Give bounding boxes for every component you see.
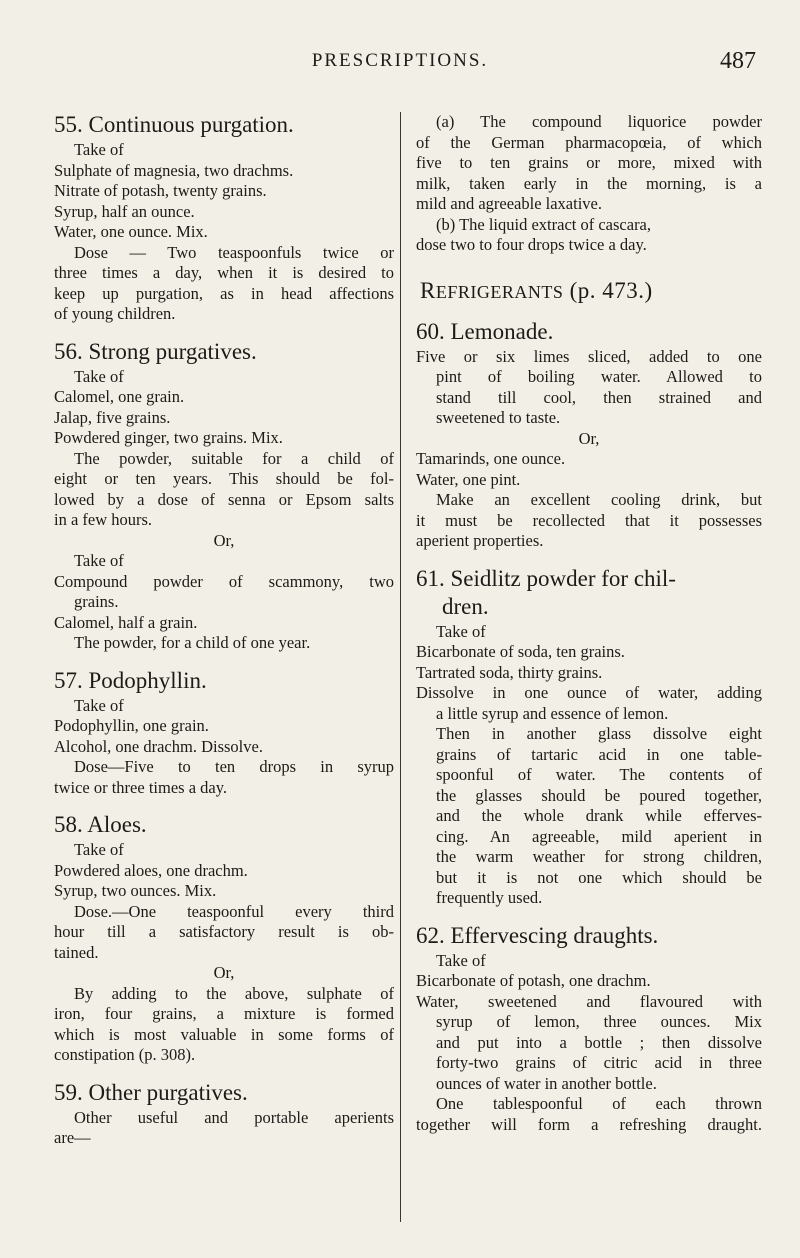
text-line: Jalap, five grains.: [54, 407, 171, 427]
text-line: stand till cool, then strained and: [436, 387, 762, 407]
text-line: Make an excellent cooling drink, but: [436, 490, 762, 509]
text-line: but it is not one which should be: [436, 867, 762, 887]
text-line: syrup of lemon, three ounces. Mix: [436, 1012, 762, 1031]
text-line: grains.: [74, 592, 119, 611]
prescription-59: [54, 1080, 394, 1149]
text-line: Calomel, one grain.: [54, 387, 185, 406]
text-line: Water, one ounce. Mix.: [54, 222, 208, 241]
text-line: in a few hours.: [54, 510, 153, 529]
text-line: Bicarbonate of potash, one drachm.: [416, 971, 651, 990]
text-line: Nitrate of potash, twenty grains.: [54, 181, 267, 200]
text-line: iron, four grains, a mixture is formed: [54, 1004, 394, 1023]
text-line: Take of: [436, 950, 486, 970]
text-line: which is most valuable in some forms of: [54, 1024, 394, 1044]
text-line: Or,: [213, 530, 235, 550]
text-line: Tartrated soda, thirty grains.: [416, 662, 603, 682]
section-heading: 55. Continuous purgation.: [54, 112, 294, 137]
text-line: The powder, suitable for a child of: [74, 448, 394, 468]
text-line: hour till a satisfactory result is ob-: [54, 922, 394, 941]
text-line: mild and agreeable laxative.: [416, 194, 602, 213]
text-line: Sulphate of magnesia, two drachms.: [54, 160, 294, 180]
prescription-57: [54, 668, 394, 799]
text-line: Five or six limes sliced, added to one: [416, 346, 762, 366]
text-line: Take of: [74, 551, 124, 570]
prescription-62: [416, 923, 762, 1136]
text-line: are—: [54, 1128, 91, 1147]
text-line: cing. An agreeable, mild aperient in: [436, 826, 762, 846]
text-line: pint of boiling water. Allowed to: [436, 367, 762, 386]
text-line: ounces of water in another bottle.: [436, 1073, 657, 1093]
text-line: Or,: [578, 428, 600, 448]
section-heading: 57. Podophyllin.: [54, 667, 207, 693]
text-line: it must be recollected that it possesses: [416, 510, 762, 530]
section-heading: 58. Aloes.: [54, 812, 147, 837]
prescription-56: [54, 339, 394, 654]
text-line: a little syrup and essence of lemon.: [436, 703, 669, 723]
text-line: tained.: [54, 942, 99, 962]
text-line: forty-two grains of citric acid in three: [436, 1053, 762, 1072]
text-line: Bicarbonate of soda, ten grains.: [416, 642, 625, 661]
page-number: 487: [720, 48, 756, 74]
right-column: [416, 112, 762, 1149]
text-line: (a) The compound liquorice powder: [436, 112, 762, 131]
refrigerants-section-title: [420, 278, 762, 305]
prescription-59-continued: [416, 112, 762, 256]
text-line: Take of: [74, 695, 124, 715]
section-heading: 62. Effervescing draughts.: [416, 922, 659, 948]
text-line: Syrup, two ounces. Mix.: [54, 881, 217, 900]
text-line: of young children.: [54, 304, 176, 323]
text-line: and put into a bottle ; then dissolve: [436, 1032, 762, 1052]
left-column: [54, 112, 394, 1163]
text-line: and the whole drank while efferves-: [436, 806, 762, 825]
prescription-60: [416, 319, 762, 552]
column-divider: [400, 112, 401, 1222]
text-line: sweetened to taste.: [436, 408, 561, 427]
text-line: spoonful of water. The contents of: [436, 765, 762, 784]
text-line: Or,: [213, 963, 235, 982]
section-heading-continued: dren.: [442, 593, 489, 619]
text-line: Water, sweetened and flavoured with: [416, 991, 762, 1011]
text-line: The powder, for a child of one year.: [74, 633, 311, 652]
text-line: Other useful and portable aperients: [74, 1107, 394, 1127]
text-line: lowed by a dose of senna or Epsom salts: [54, 489, 394, 509]
section-heading: 61. Seidlitz powder for chil-: [416, 565, 676, 591]
text-line: Dose — Two teaspoonfuls twice or: [74, 242, 394, 262]
text-line: Powdered ginger, two grains. Mix.: [54, 428, 283, 447]
text-line: dose two to four drops twice a day.: [416, 235, 647, 254]
section-title-initial: R: [420, 277, 436, 303]
section-heading: 59. Other purgatives.: [54, 1079, 248, 1105]
text-line: grains of tartaric acid in one table-: [436, 744, 762, 764]
text-line: the warm weather for strong children,: [436, 847, 762, 866]
text-line: twice or three times a day.: [54, 777, 228, 797]
text-line: eight or ten years. This should be fol-: [54, 469, 394, 488]
prescription-61: [416, 566, 762, 909]
text-line: Powdered aloes, one drachm.: [54, 860, 248, 880]
text-line: Dose—Five to ten drops in syrup: [74, 757, 394, 776]
text-line: Take of: [74, 840, 124, 859]
text-line: Take of: [74, 366, 124, 386]
text-line: Alcohol, one drachm. Dissolve.: [54, 736, 263, 756]
text-line: Dose.—One teaspoonful every third: [74, 901, 394, 921]
text-line: keep up purgation, as in head affections: [54, 283, 394, 303]
text-line: together will form a refreshing draught.: [416, 1114, 762, 1134]
text-line: Calomel, half a grain.: [54, 612, 198, 632]
prescription-55: [54, 112, 394, 325]
section-title-smallcaps: EFRIGERANTS: [435, 281, 564, 302]
text-line: frequently used.: [436, 888, 543, 907]
text-line: the glasses should be poured together,: [436, 785, 762, 805]
section-heading: 56. Strong purgatives.: [54, 338, 257, 364]
text-line: One tablespoonful of each thrown: [436, 1094, 762, 1113]
section-title-reference: (p. 473.): [563, 277, 653, 303]
text-line: Then in another glass dissolve eight: [436, 724, 762, 743]
text-line: five to ten grains or more, mixed with: [416, 153, 762, 172]
prescription-58: [54, 812, 394, 1066]
text-line: Podophyllin, one grain.: [54, 716, 209, 735]
text-line: of the German pharmacopœia, of which: [416, 132, 762, 152]
section-heading: 60. Lemonade.: [416, 318, 554, 344]
text-line: Take of: [74, 140, 124, 159]
running-head: PRESCRIPTIONS.: [311, 50, 489, 71]
text-line: Compound powder of scammony, two: [54, 571, 394, 591]
text-line: Water, one pint.: [416, 469, 521, 489]
text-line: constipation (p. 308).: [54, 1045, 196, 1064]
text-line: milk, taken early in the morning, is a: [416, 173, 762, 193]
text-line: Tamarinds, one ounce.: [416, 449, 566, 468]
text-line: Dissolve in one ounce of water, adding: [416, 683, 762, 702]
text-line: Take of: [436, 621, 486, 641]
text-line: By adding to the above, sulphate of: [74, 983, 394, 1003]
text-line: three times a day, when it is desired to: [54, 263, 394, 282]
text-line: (b) The liquid extract of cascara,: [436, 214, 652, 234]
text-line: Syrup, half an ounce.: [54, 201, 195, 221]
text-line: aperient properties.: [416, 531, 544, 550]
